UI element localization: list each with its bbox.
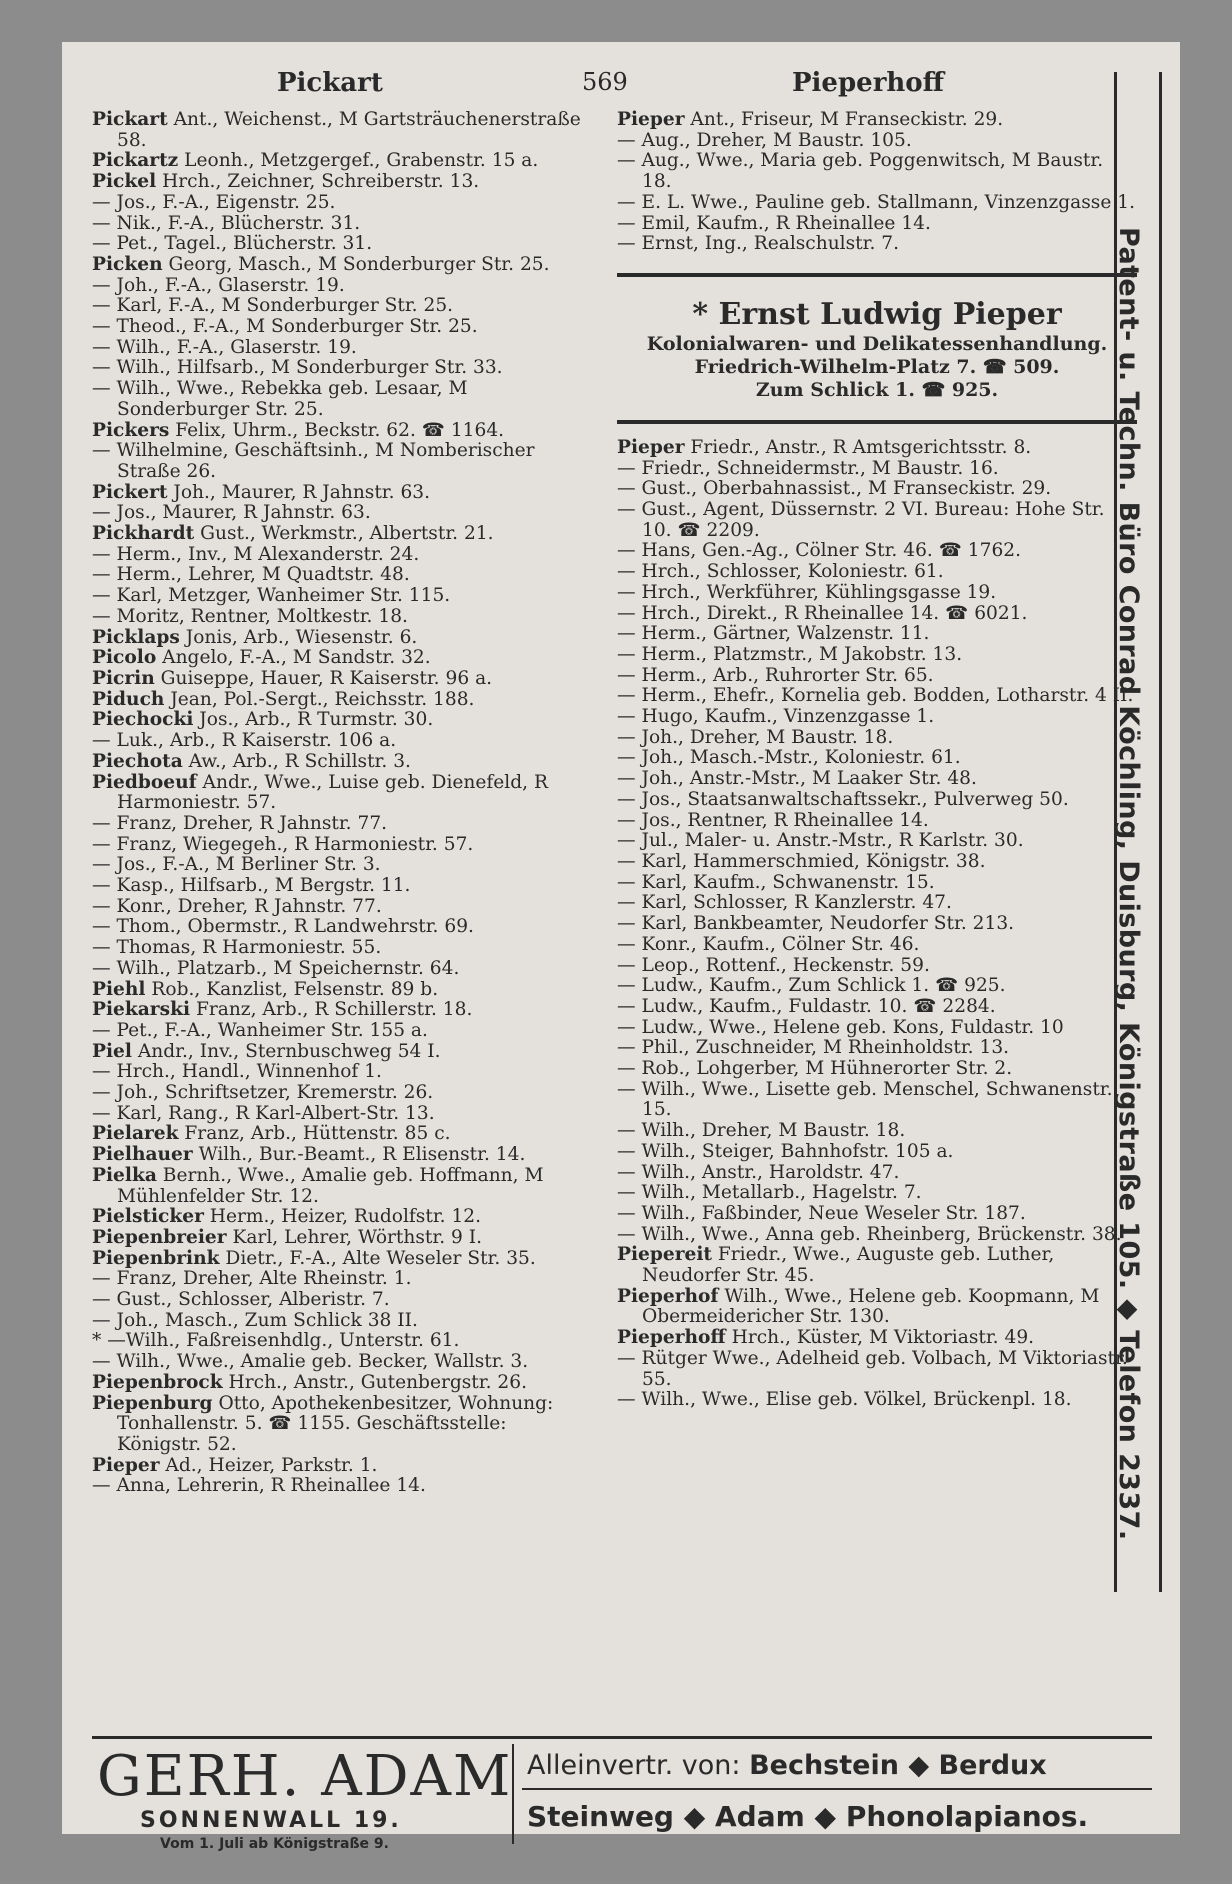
directory-entry bbox=[92, 607, 582, 628]
directory-entry bbox=[617, 1059, 1137, 1080]
directory-entry bbox=[92, 669, 582, 690]
directory-entry bbox=[92, 690, 582, 711]
directory-entry bbox=[92, 876, 582, 897]
directory-entry bbox=[92, 1166, 582, 1207]
entry-details: — Phil., Zuschneider, M Rheinholdstr. 13. bbox=[617, 1037, 1010, 1059]
entry-surname: Pieperhof bbox=[617, 1285, 719, 1307]
directory-entry bbox=[92, 172, 582, 193]
entry-details: — Ludw., Kaufm., Zum Schlick 1. ☎ 925. bbox=[617, 975, 1006, 997]
directory-entry bbox=[92, 276, 582, 297]
entry-details: Rob., Kanzlist, Felsenstr. 89 b. bbox=[145, 978, 439, 1000]
directory-entry bbox=[92, 441, 582, 482]
entry-surname: Picken bbox=[92, 253, 163, 275]
entry-surname: Piepenbreier bbox=[92, 1226, 227, 1248]
directory-entry bbox=[92, 1124, 582, 1145]
directory-entry bbox=[92, 586, 582, 607]
directory-entry bbox=[92, 1352, 582, 1373]
entry-surname: Pielhauer bbox=[92, 1144, 193, 1166]
directory-entry bbox=[617, 604, 1137, 625]
entry-details: — Karl, Bankbeamter, Neudorfer Str. 213. bbox=[617, 913, 1015, 935]
entry-details: — Thom., Obermstr., R Landwehrstr. 69. bbox=[92, 916, 474, 938]
directory-entry bbox=[617, 438, 1137, 459]
entry-details: Herm., Heizer, Rudolfstr. 12. bbox=[203, 1206, 482, 1228]
entry-details: Friedr., Wwe., Auguste geb. Luther, Neudorfer Str. 45. bbox=[642, 1244, 1055, 1287]
entry-surname: Piedboeuf bbox=[92, 771, 197, 793]
directory-entry bbox=[92, 214, 582, 235]
entry-details: — Karl, Rang., R Karl-Albert-Str. 13. bbox=[92, 1102, 435, 1124]
directory-entry bbox=[92, 710, 582, 731]
entry-details: — Wilh., Steiger, Bahnhofstr. 105 a. bbox=[617, 1140, 954, 1162]
entry-details: — Wilh., Metallarb., Hagelstr. 7. bbox=[617, 1182, 922, 1204]
directory-entry bbox=[617, 914, 1137, 935]
entry-details: Bernh., Wwe., Amalie geb. Hoffmann, M Mühlenfelder Str. 12. bbox=[117, 1164, 544, 1207]
directory-entry bbox=[92, 296, 582, 317]
entry-surname: Pielsticker bbox=[92, 1206, 204, 1228]
directory-entry bbox=[92, 1042, 582, 1063]
sidebar-advertisement bbox=[1113, 72, 1172, 1592]
directory-entry bbox=[92, 980, 582, 1001]
entry-details: — Wilhelmine, Geschäftsinh., M Nomberischer Straße 26. bbox=[92, 440, 535, 482]
entry-details: — Jos., Staatsanwaltschaftssekr., Pulverweg 50. bbox=[617, 788, 1069, 810]
entry-details: Karl, Lehrer, Wörthstr. 9 I. bbox=[226, 1226, 483, 1248]
right-column bbox=[617, 110, 1137, 1411]
entry-details: — Konr., Kaufm., Cölner Str. 46. bbox=[617, 933, 920, 955]
entry-details: — Herm., Arb., Ruhrorter Str. 65. bbox=[617, 664, 934, 686]
footer-note: Vom 1. Juli ab Königstraße 9. bbox=[160, 1836, 389, 1852]
directory-entry bbox=[92, 151, 582, 172]
entry-details: — Karl, Schlosser, R Kanzlerstr. 47. bbox=[617, 892, 952, 914]
entry-surname: Pickert bbox=[92, 481, 168, 503]
entry-details: Franz, Arb., Hüttenstr. 85 c. bbox=[178, 1123, 451, 1145]
directory-entry bbox=[617, 790, 1137, 811]
ad-line-1: Kolonialwaren- und Delikatessenhandlung. bbox=[646, 332, 1108, 355]
directory-entry bbox=[617, 956, 1137, 977]
entry-details: — Franz, Dreher, R Jahnstr. 77. bbox=[92, 812, 388, 834]
entry-details: — Rütger Wwe., Adelheid geb. Volbach, M Viktoriastr. 55. bbox=[617, 1347, 1128, 1390]
directory-entry bbox=[617, 769, 1137, 790]
directory-entry bbox=[617, 976, 1137, 997]
directory-entry bbox=[617, 1245, 1137, 1286]
directory-entry bbox=[617, 893, 1137, 914]
entry-surname: Piepenbrock bbox=[92, 1371, 223, 1393]
entry-surname: Pickel bbox=[92, 171, 157, 193]
directory-entry bbox=[92, 1228, 582, 1249]
entry-details: — Joh., Masch., Zum Schlick 38 II. bbox=[92, 1309, 418, 1331]
entry-surname: Picklaps bbox=[92, 626, 180, 648]
entry-details: — Pet., Tagel., Blücherstr. 31. bbox=[92, 233, 373, 255]
directory-entry bbox=[92, 1207, 582, 1228]
directory-entry bbox=[92, 421, 582, 442]
entry-details: — Wilh., Wwe., Elise geb. Völkel, Brückenpl. 18. bbox=[617, 1389, 1072, 1411]
entry-details: Ad., Heizer, Parkstr. 1. bbox=[159, 1454, 378, 1476]
directory-entry bbox=[92, 628, 582, 649]
directory-entry bbox=[617, 1018, 1137, 1039]
directory-entry bbox=[92, 1456, 582, 1477]
entry-details: — Wilh., Anstr., Haroldstr. 47. bbox=[617, 1161, 900, 1183]
entry-details: Felix, Uhrm., Beckstr. 62. ☎ 1164. bbox=[169, 419, 505, 441]
directory-entry bbox=[617, 748, 1137, 769]
entry-details: — Emil, Kaufm., R Rheinallee 14. bbox=[617, 212, 931, 234]
entry-details: Aw., Arb., R Schillstr. 3. bbox=[182, 750, 411, 772]
entry-surname: Piekarski bbox=[92, 999, 191, 1021]
entry-details: — Theod., F.-A., M Sonderburger Str. 25. bbox=[92, 316, 478, 338]
directory-entry bbox=[617, 707, 1137, 728]
entry-details: Ant., Friseur, M Franseckistr. 29. bbox=[684, 109, 1004, 130]
entry-details: — Herm., Gärtner, Walzenstr. 11. bbox=[617, 623, 930, 645]
entry-surname: Pickartz bbox=[92, 150, 179, 172]
entry-details: — Nik., F.-A., Blücherstr. 31. bbox=[92, 212, 361, 234]
directory-entry bbox=[617, 1225, 1137, 1246]
directory-entry bbox=[92, 503, 582, 524]
entry-surname: Pickart bbox=[92, 109, 168, 130]
directory-entry bbox=[92, 483, 582, 504]
directory-entry bbox=[617, 1287, 1137, 1328]
directory-entry bbox=[617, 151, 1137, 192]
directory-entry bbox=[617, 131, 1137, 152]
entry-details: Hrch., Anstr., Gutenbergstr. 26. bbox=[222, 1371, 527, 1393]
directory-entry bbox=[617, 686, 1137, 707]
entry-details: — Hrch., Handl., Winnenhof 1. bbox=[92, 1061, 382, 1083]
entry-details: Jonis, Arb., Wiesenstr. 6. bbox=[179, 626, 418, 648]
entry-surname: Piduch bbox=[92, 688, 165, 710]
entry-details: — Wilh., F.-A., Glaserstr. 19. bbox=[92, 336, 357, 358]
directory-entry bbox=[92, 1311, 582, 1332]
directory-entry bbox=[617, 997, 1137, 1018]
entry-details: Andr., Inv., Sternbuschweg 54 I. bbox=[131, 1040, 441, 1062]
entry-details: — Hrch., Schlosser, Koloniestr. 61. bbox=[617, 561, 944, 583]
directory-entry bbox=[92, 1373, 582, 1394]
entry-details: Wilh., Bur.-Beamt., R Elisenstr. 14. bbox=[192, 1144, 526, 1166]
entry-details: — Konr., Dreher, R Jahnstr. 77. bbox=[92, 895, 382, 917]
entry-details: — Joh., Schriftsetzer, Kremerstr. 26. bbox=[92, 1082, 434, 1104]
directory-entry bbox=[617, 645, 1137, 666]
directory-entry bbox=[92, 752, 582, 773]
directory-entry bbox=[617, 110, 1137, 131]
directory-entry bbox=[92, 731, 582, 752]
entry-surname: Piechota bbox=[92, 750, 183, 772]
entry-details: — Karl, Metzger, Wanheimer Str. 115. bbox=[92, 585, 451, 607]
entry-surname: Piehl bbox=[92, 978, 146, 1000]
entry-surname: Pieper bbox=[617, 436, 685, 458]
directory-entry bbox=[617, 935, 1137, 956]
entry-details: — Wilh., Wwe., Lisette geb. Menschel, Schwanenstr. 15. bbox=[617, 1078, 1113, 1121]
right-column-top-entries bbox=[617, 110, 1137, 255]
directory-entry bbox=[617, 1349, 1137, 1390]
directory-page bbox=[62, 42, 1180, 1852]
ad-line-3: Zum Schlick 1. ☎ 925. bbox=[755, 378, 999, 401]
entry-details: — Karl, F.-A., M Sonderburger Str. 25. bbox=[92, 295, 454, 317]
entry-details: Gust., Werkmstr., Albertstr. 21. bbox=[194, 523, 494, 545]
directory-entry bbox=[617, 459, 1137, 480]
entry-details: — Aug., Dreher, M Baustr. 105. bbox=[617, 129, 912, 151]
directory-entry bbox=[92, 379, 582, 420]
entry-details: — Jos., F.-A., M Berliner Str. 3. bbox=[92, 854, 381, 876]
entry-details: — Aug., Wwe., Maria geb. Poggenwitsch, M Baustr. 18. bbox=[617, 150, 1104, 193]
entry-details: Otto, Apothekenbesitzer, Wohnung: Tonhallenstr. 5. ☎ 1155. Geschäftsstelle: Königstr. 52. bbox=[117, 1392, 554, 1455]
directory-entry bbox=[92, 959, 582, 980]
entry-details: — Joh., Anstr.-Mstr., M Laaker Str. 48. bbox=[617, 768, 977, 790]
entry-surname: Piechocki bbox=[92, 709, 194, 731]
directory-entry bbox=[617, 1038, 1137, 1059]
directory-entry bbox=[92, 1062, 582, 1083]
sidebar-text: Patent- u. Techn. Büro Conrad Köchling, Duisburg, Königstraße 105. ◆ Telefon 2337. bbox=[1113, 227, 1144, 1541]
directory-entry bbox=[617, 1204, 1137, 1225]
entry-details: Franz, Arb., R Schillerstr. 18. bbox=[190, 999, 473, 1021]
directory-entry bbox=[92, 773, 582, 814]
directory-entry bbox=[92, 1394, 582, 1456]
directory-entry bbox=[617, 811, 1137, 832]
entry-details: — Wilh., Wwe., Anna geb. Rheinberg, Brückenstr. 38. bbox=[617, 1223, 1122, 1245]
entry-details: Ant., Weichenst., M Gartsträuchenerstraße 58. bbox=[117, 109, 581, 151]
entry-details: — Luk., Arb., R Kaiserstr. 106 a. bbox=[92, 730, 397, 752]
directory-entry bbox=[92, 917, 582, 938]
entry-details: — Pet., F.-A., Wanheimer Str. 155 a. bbox=[92, 1019, 428, 1041]
entry-details: — Hugo, Kaufm., Vinzenzgasse 1. bbox=[617, 706, 935, 728]
directory-entry bbox=[92, 193, 582, 214]
directory-entry bbox=[92, 1476, 582, 1497]
entry-details: — Wilh., Wwe., Amalie geb. Becker, Wallstr. 3. bbox=[92, 1351, 529, 1373]
entry-details: — Hans, Gen.-Ag., Cölner Str. 46. ☎ 1762. bbox=[617, 540, 1022, 562]
footer-top-rule bbox=[92, 1736, 1152, 1739]
directory-entry bbox=[617, 234, 1137, 255]
entry-details: Angelo, F.-A., M Sandstr. 32. bbox=[156, 647, 431, 669]
entry-details: Georg, Masch., M Sonderburger Str. 25. bbox=[162, 253, 550, 275]
directory-entry bbox=[92, 317, 582, 338]
directory-entry bbox=[617, 666, 1137, 687]
entry-details: — Moritz, Rentner, Moltkestr. 18. bbox=[92, 605, 408, 627]
footer-line-1 bbox=[527, 1750, 1047, 1781]
header-right-keyword: Pieperhoff bbox=[792, 68, 944, 98]
directory-entry bbox=[92, 938, 582, 959]
entry-surname: Pieperhoff bbox=[617, 1327, 726, 1349]
entry-details: — Franz, Wiegegeh., R Harmoniestr. 57. bbox=[92, 833, 474, 855]
directory-entry bbox=[92, 255, 582, 276]
directory-entry bbox=[92, 565, 582, 586]
directory-entry bbox=[617, 1080, 1137, 1121]
entry-details: — Gust., Oberbahnassist., M Franseckistr. 29. bbox=[617, 478, 1052, 500]
entry-details: — Ernst, Ing., Realschulstr. 7. bbox=[617, 233, 900, 255]
directory-entry bbox=[92, 358, 582, 379]
directory-entry bbox=[92, 1021, 582, 1042]
entry-surname: Piepereit bbox=[617, 1244, 712, 1266]
entry-details: Friedr., Anstr., R Amtsgerichtsstr. 8. bbox=[684, 436, 1032, 458]
entry-details: — Joh., F.-A., Glaserstr. 19. bbox=[92, 274, 345, 296]
entry-details: — Wilh., Faßbinder, Neue Weseler Str. 187. bbox=[617, 1202, 1026, 1224]
directory-entry bbox=[92, 855, 582, 876]
directory-entry bbox=[617, 1142, 1137, 1163]
directory-entry bbox=[617, 479, 1137, 500]
entry-details: — Jos., Rentner, R Rheinallee 14. bbox=[617, 809, 929, 831]
entry-details: — Joh., Dreher, M Baustr. 18. bbox=[617, 726, 894, 748]
entry-details: — Gust., Agent, Düssernstr. 2 VI. Bureau: Hohe Str. 10. ☎ 2209. bbox=[617, 499, 1105, 541]
directory-entry bbox=[617, 214, 1137, 235]
entry-details: — Ludw., Wwe., Helene geb. Kons, Fuldastr. 10 bbox=[617, 1016, 1064, 1038]
entry-details: — Joh., Masch.-Mstr., Koloniestr. 61. bbox=[617, 747, 961, 769]
entry-details: — Franz, Dreher, Alte Rheinstr. 1. bbox=[92, 1268, 412, 1290]
directory-entry bbox=[617, 1328, 1137, 1349]
entry-details: Jean, Pol.-Sergt., Reichsstr. 188. bbox=[164, 688, 475, 710]
directory-entry bbox=[92, 338, 582, 359]
footer-company-name: GERH. ADAM bbox=[97, 1744, 513, 1809]
directory-entry bbox=[617, 852, 1137, 873]
entry-details: — Friedr., Schneidermstr., M Baustr. 16. bbox=[617, 457, 999, 479]
directory-entry bbox=[92, 1269, 582, 1290]
directory-entry bbox=[92, 1104, 582, 1125]
entry-surname: Piel bbox=[92, 1040, 132, 1062]
entry-details: — Herm., Ehefr., Kornelia geb. Bodden, Lotharstr. 4 II. bbox=[617, 685, 1134, 707]
entry-details: — Hrch., Werkführer, Kühlingsgasse 19. bbox=[617, 581, 997, 603]
page-number: 569 bbox=[582, 68, 628, 96]
entry-details: — Herm., Inv., M Alexanderstr. 24. bbox=[92, 543, 420, 565]
entry-details: — Gust., Schlosser, Alberistr. 7. bbox=[92, 1289, 390, 1311]
directory-entry bbox=[92, 545, 582, 566]
directory-entry bbox=[92, 1249, 582, 1270]
directory-entry bbox=[92, 835, 582, 856]
entry-details: — Jul., Maler- u. Anstr.-Mstr., R Karlstr. 30. bbox=[617, 830, 1024, 852]
directory-entry bbox=[617, 193, 1137, 214]
entry-details: — Ludw., Kaufm., Fuldastr. 10. ☎ 2284. bbox=[617, 995, 996, 1017]
entry-details: — Karl, Kaufm., Schwanenstr. 15. bbox=[617, 871, 935, 893]
entry-details: Jos., Arb., R Turmstr. 30. bbox=[193, 709, 434, 731]
entry-details: — Hrch., Direkt., R Rheinallee 14. ☎ 6021. bbox=[617, 602, 1028, 624]
entry-surname: Pickhardt bbox=[92, 523, 195, 545]
directory-entry bbox=[92, 1000, 582, 1021]
entry-details: Andr., Wwe., Luise geb. Dienefeld, R Harmoniestr. 57. bbox=[117, 771, 548, 814]
entry-surname: Pieper bbox=[92, 1454, 160, 1476]
entry-details: Hrch., Küster, M Viktoriastr. 49. bbox=[725, 1327, 1035, 1349]
entry-details: Guiseppe, Hauer, R Kaiserstr. 96 a. bbox=[154, 667, 493, 689]
page-header bbox=[62, 60, 1180, 104]
entry-details: Hrch., Zeichner, Schreiberstr. 13. bbox=[156, 171, 480, 193]
directory-entry bbox=[617, 624, 1137, 645]
footer-line-1-brands: Bechstein ◆ Berdux bbox=[749, 1750, 1047, 1781]
directory-entry bbox=[617, 1121, 1137, 1142]
entry-surname: Piepenbrink bbox=[92, 1247, 220, 1269]
entry-surname: Pielka bbox=[92, 1164, 157, 1186]
entry-surname: Piepenburg bbox=[92, 1392, 213, 1414]
advertisement-box bbox=[617, 277, 1137, 420]
entry-details: — Jos., Maurer, R Jahnstr. 63. bbox=[92, 502, 371, 524]
directory-entry bbox=[617, 831, 1137, 852]
entry-details: — Thomas, R Harmoniestr. 55. bbox=[92, 937, 382, 959]
entry-details: — Kasp., Hilfsarb., M Bergstr. 11. bbox=[92, 875, 411, 897]
directory-entry bbox=[92, 1290, 582, 1311]
directory-entry bbox=[617, 873, 1137, 894]
directory-entry bbox=[617, 541, 1137, 562]
footer-line-2: Steinweg ◆ Adam ◆ Phonolapianos. bbox=[527, 1800, 1089, 1833]
directory-entry bbox=[617, 1163, 1137, 1184]
left-column bbox=[92, 110, 582, 1497]
entry-details: Wilh., Wwe., Helene geb. Koopmann, M Obermeidericher Str. 130. bbox=[642, 1285, 1100, 1328]
directory-entry bbox=[617, 728, 1137, 749]
right-column-bottom-entries bbox=[617, 438, 1137, 1411]
directory-entry bbox=[92, 648, 582, 669]
entry-details: — Leop., Rottenf., Heckenstr. 59. bbox=[617, 954, 930, 976]
entry-details: — Jos., F.-A., Eigenstr. 25. bbox=[92, 191, 336, 213]
entry-details: — E. L. Wwe., Pauline geb. Stallmann, Vinzenzgasse 1. bbox=[617, 191, 1135, 213]
header-left-keyword: Pickart bbox=[277, 68, 383, 98]
entry-surname: Pickers bbox=[92, 419, 170, 441]
footer-address: SONNENWALL 19. bbox=[140, 1808, 402, 1833]
entry-details: — Wilh., Platzarb., M Speichernstr. 64. bbox=[92, 957, 460, 979]
entry-surname: Picolo bbox=[92, 647, 157, 669]
entry-surname: Pielarek bbox=[92, 1123, 179, 1145]
entry-details: — Herm., Lehrer, M Quadtstr. 48. bbox=[92, 564, 410, 586]
directory-entry bbox=[92, 110, 582, 151]
directory-entry bbox=[92, 1083, 582, 1104]
ad-title: * Ernst Ludwig Pieper bbox=[692, 296, 1062, 332]
entry-details: — Rob., Lohgerber, M Hühnerorter Str. 2. bbox=[617, 1058, 1013, 1080]
entry-details: — Herm., Platzmstr., M Jakobstr. 13. bbox=[617, 643, 963, 665]
entry-details: — Karl, Hammerschmied, Königstr. 38. bbox=[617, 850, 986, 872]
entry-surname: Pieper bbox=[617, 109, 685, 130]
entry-surname: Picrin bbox=[92, 667, 155, 689]
entry-details: * —Wilh., Faßreisenhdlg., Unterstr. 61. bbox=[92, 1330, 460, 1352]
directory-entry bbox=[92, 524, 582, 545]
entry-details: — Wilh., Wwe., Rebekka geb. Lesaar, M Sonderburger Str. 25. bbox=[92, 378, 468, 420]
directory-entry bbox=[92, 1145, 582, 1166]
directory-entry bbox=[617, 583, 1137, 604]
directory-entry bbox=[617, 562, 1137, 583]
entry-details: — Wilh., Hilfsarb., M Sonderburger Str. 33. bbox=[92, 357, 503, 379]
directory-entry bbox=[92, 234, 582, 255]
entry-details: — Wilh., Dreher, M Baustr. 18. bbox=[617, 1120, 906, 1142]
directory-entry bbox=[617, 1183, 1137, 1204]
entry-details: Dietr., F.-A., Alte Weseler Str. 35. bbox=[219, 1247, 536, 1269]
directory-entry bbox=[92, 1331, 582, 1352]
directory-entry bbox=[92, 897, 582, 918]
entry-details: — Anna, Lehrerin, R Rheinallee 14. bbox=[92, 1475, 426, 1497]
footer-line-1-prefix: Alleinvertr. von: bbox=[527, 1750, 741, 1781]
entry-details: Leonh., Metzgergef., Grabenstr. 15 a. bbox=[178, 150, 539, 172]
footer-separator bbox=[512, 1744, 514, 1844]
footer-divider bbox=[522, 1788, 1152, 1790]
footer-advertisement bbox=[92, 1744, 1152, 1852]
directory-entry bbox=[92, 814, 582, 835]
directory-entry bbox=[617, 500, 1137, 541]
entry-details: Joh., Maurer, R Jahnstr. 63. bbox=[167, 481, 431, 503]
directory-entry bbox=[617, 1390, 1137, 1411]
ad-line-2: Friedrich-Wilhelm-Platz 7. ☎ 509. bbox=[694, 355, 1060, 378]
